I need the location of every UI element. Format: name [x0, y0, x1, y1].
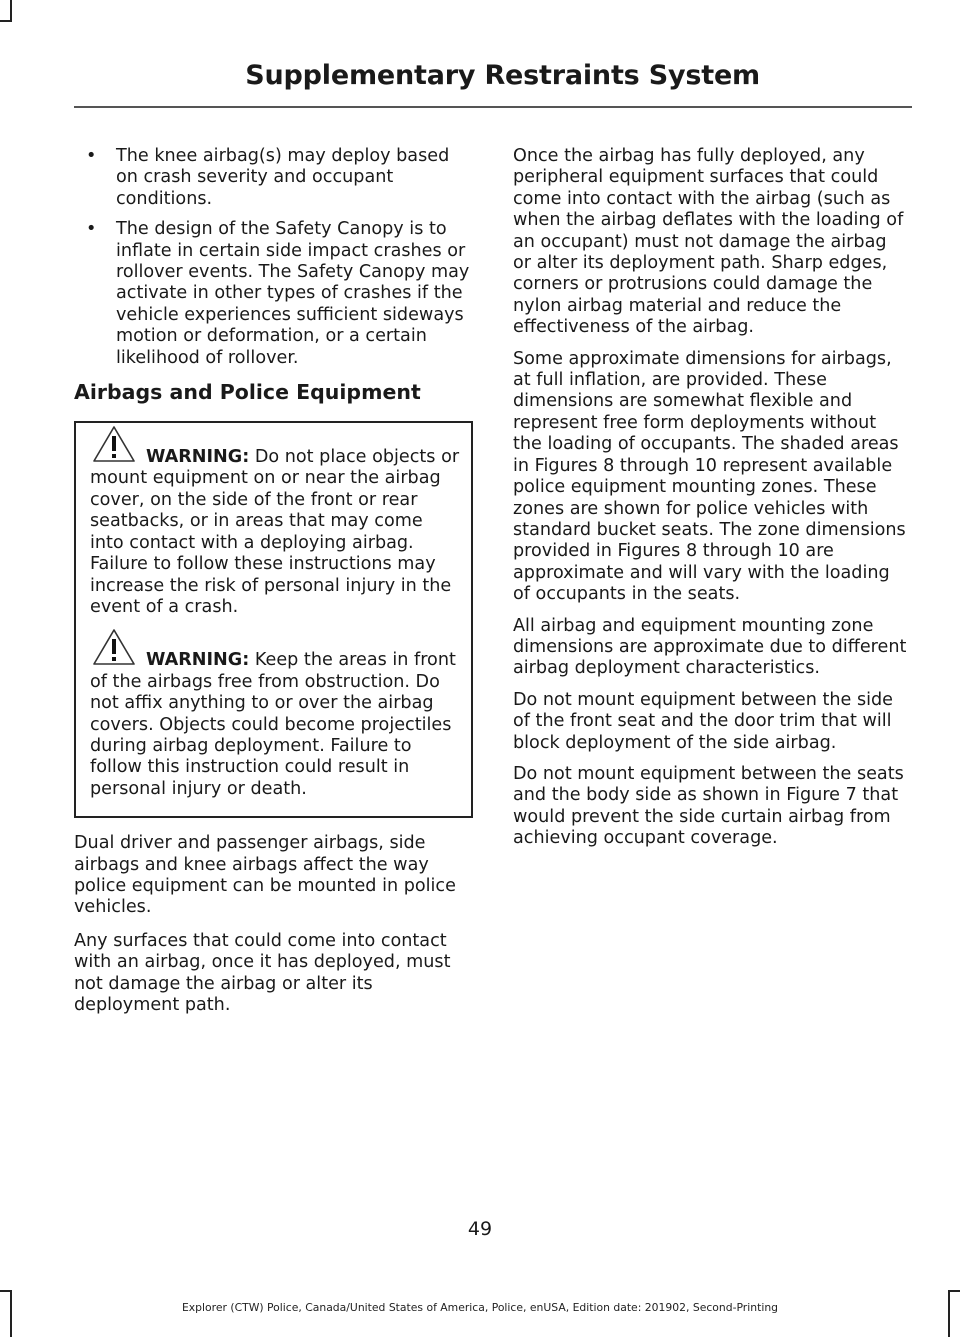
- bullet-marker: •: [86, 146, 97, 166]
- warning-item: [90, 650, 461, 800]
- warning-triangle-icon: [92, 425, 136, 463]
- warning-item: [90, 447, 461, 618]
- bullet-list: [74, 146, 474, 369]
- page-title: Supplementary Restraints System: [245, 60, 760, 91]
- bullet-marker: •: [86, 219, 97, 240]
- body-paragraph: All airbag and equipment mounting zone dimensions are approximate due to different airbag deployment characteristics.: [513, 615, 907, 679]
- warning-body: Keep the areas in front of the airbags free from obstruction. Do not affix anything to or over the airbag covers. Objects could become projectiles during airbag deployment. Failure to follow this instruction could result in personal injury or death.: [90, 650, 456, 799]
- bullet-text: The design of the Safety Canopy is to inflate in certain side impact crashes or rollover events. The Safety Canopy may activate in other types of crashes if the vehicle experiences sufficient sideways motion or deformation, or a certain likelihood of rollover.: [116, 219, 470, 368]
- crop-mark: [0, 1290, 11, 1292]
- list-item: [74, 146, 474, 210]
- bullet-text: The knee airbag(s) may deploy based on crash severity and occupant conditions.: [116, 146, 450, 209]
- warning-box: [74, 421, 473, 818]
- header-divider: [74, 106, 912, 108]
- body-paragraph: Dual driver and passenger airbags, side airbags and knee airbags affect the way police equipment can be mounted in police vehicles.: [74, 833, 456, 918]
- crop-mark: [948, 1290, 960, 1292]
- body-paragraph: Do not mount equipment between the side of the front seat and the door trim that will block deployment of the side airbag.: [513, 689, 893, 753]
- crop-mark: [10, 0, 12, 22]
- warning-text: [90, 447, 461, 618]
- page-number: 49: [467, 1218, 493, 1240]
- warning-triangle-icon: [92, 628, 136, 666]
- footer-text: Explorer (CTW) Police, Canada/United States of America, Police, enUSA, Edition date: 201902, Second-Printing: [181, 1301, 779, 1314]
- body-paragraph: Some approximate dimensions for airbags, at full inflation, are provided. These dimensions are somewhat flexible and represent free form deployments without the loading of occupants. The shaded areas in Figures 8 through 10 represent available police equipment mounting zones. These zones are shown for police vehicles with standard bucket seats. The zone dimensions provided in Figures 8 through 10 are approximate and will vary with the loading of occupants in the seats.: [513, 348, 906, 605]
- body-paragraph: Once the airbag has fully deployed, any peripheral equipment surfaces that could come into contact with the airbag (such as when the airbag deflates with the loading of an occupant) must not damage the airbag or alter its deployment path. Sharp edges, corners or protrusions could damage the nylon airbag material and reduce the effectiveness of the airbag.: [513, 146, 904, 338]
- body-paragraph: Do not mount equipment between the seats and the body side as shown in Figure 7 that would prevent the side curtain airbag from achieving occupant coverage.: [513, 763, 904, 849]
- list-item: [74, 219, 474, 369]
- warning-label: WARNING:: [146, 447, 250, 468]
- warning-label: WARNING:: [146, 650, 250, 671]
- right-column: [513, 146, 909, 860]
- section-heading: Airbags and Police Equipment: [74, 380, 421, 405]
- warning-body: Do not place objects or mount equipment on or near the airbag cover, on the side of the front or rear seatbacks, or in areas that may come into contact with a deploying airbag. Failure to follow these instructions may increase the risk of personal injury in the event of a crash.: [90, 447, 460, 617]
- warning-text: [90, 650, 461, 800]
- left-column: [74, 146, 474, 1025]
- body-paragraph: Any surfaces that could come into contact with an airbag, once it has deployed, must not damage the airbag or alter its deployment path.: [74, 930, 451, 1015]
- crop-mark: [0, 20, 11, 22]
